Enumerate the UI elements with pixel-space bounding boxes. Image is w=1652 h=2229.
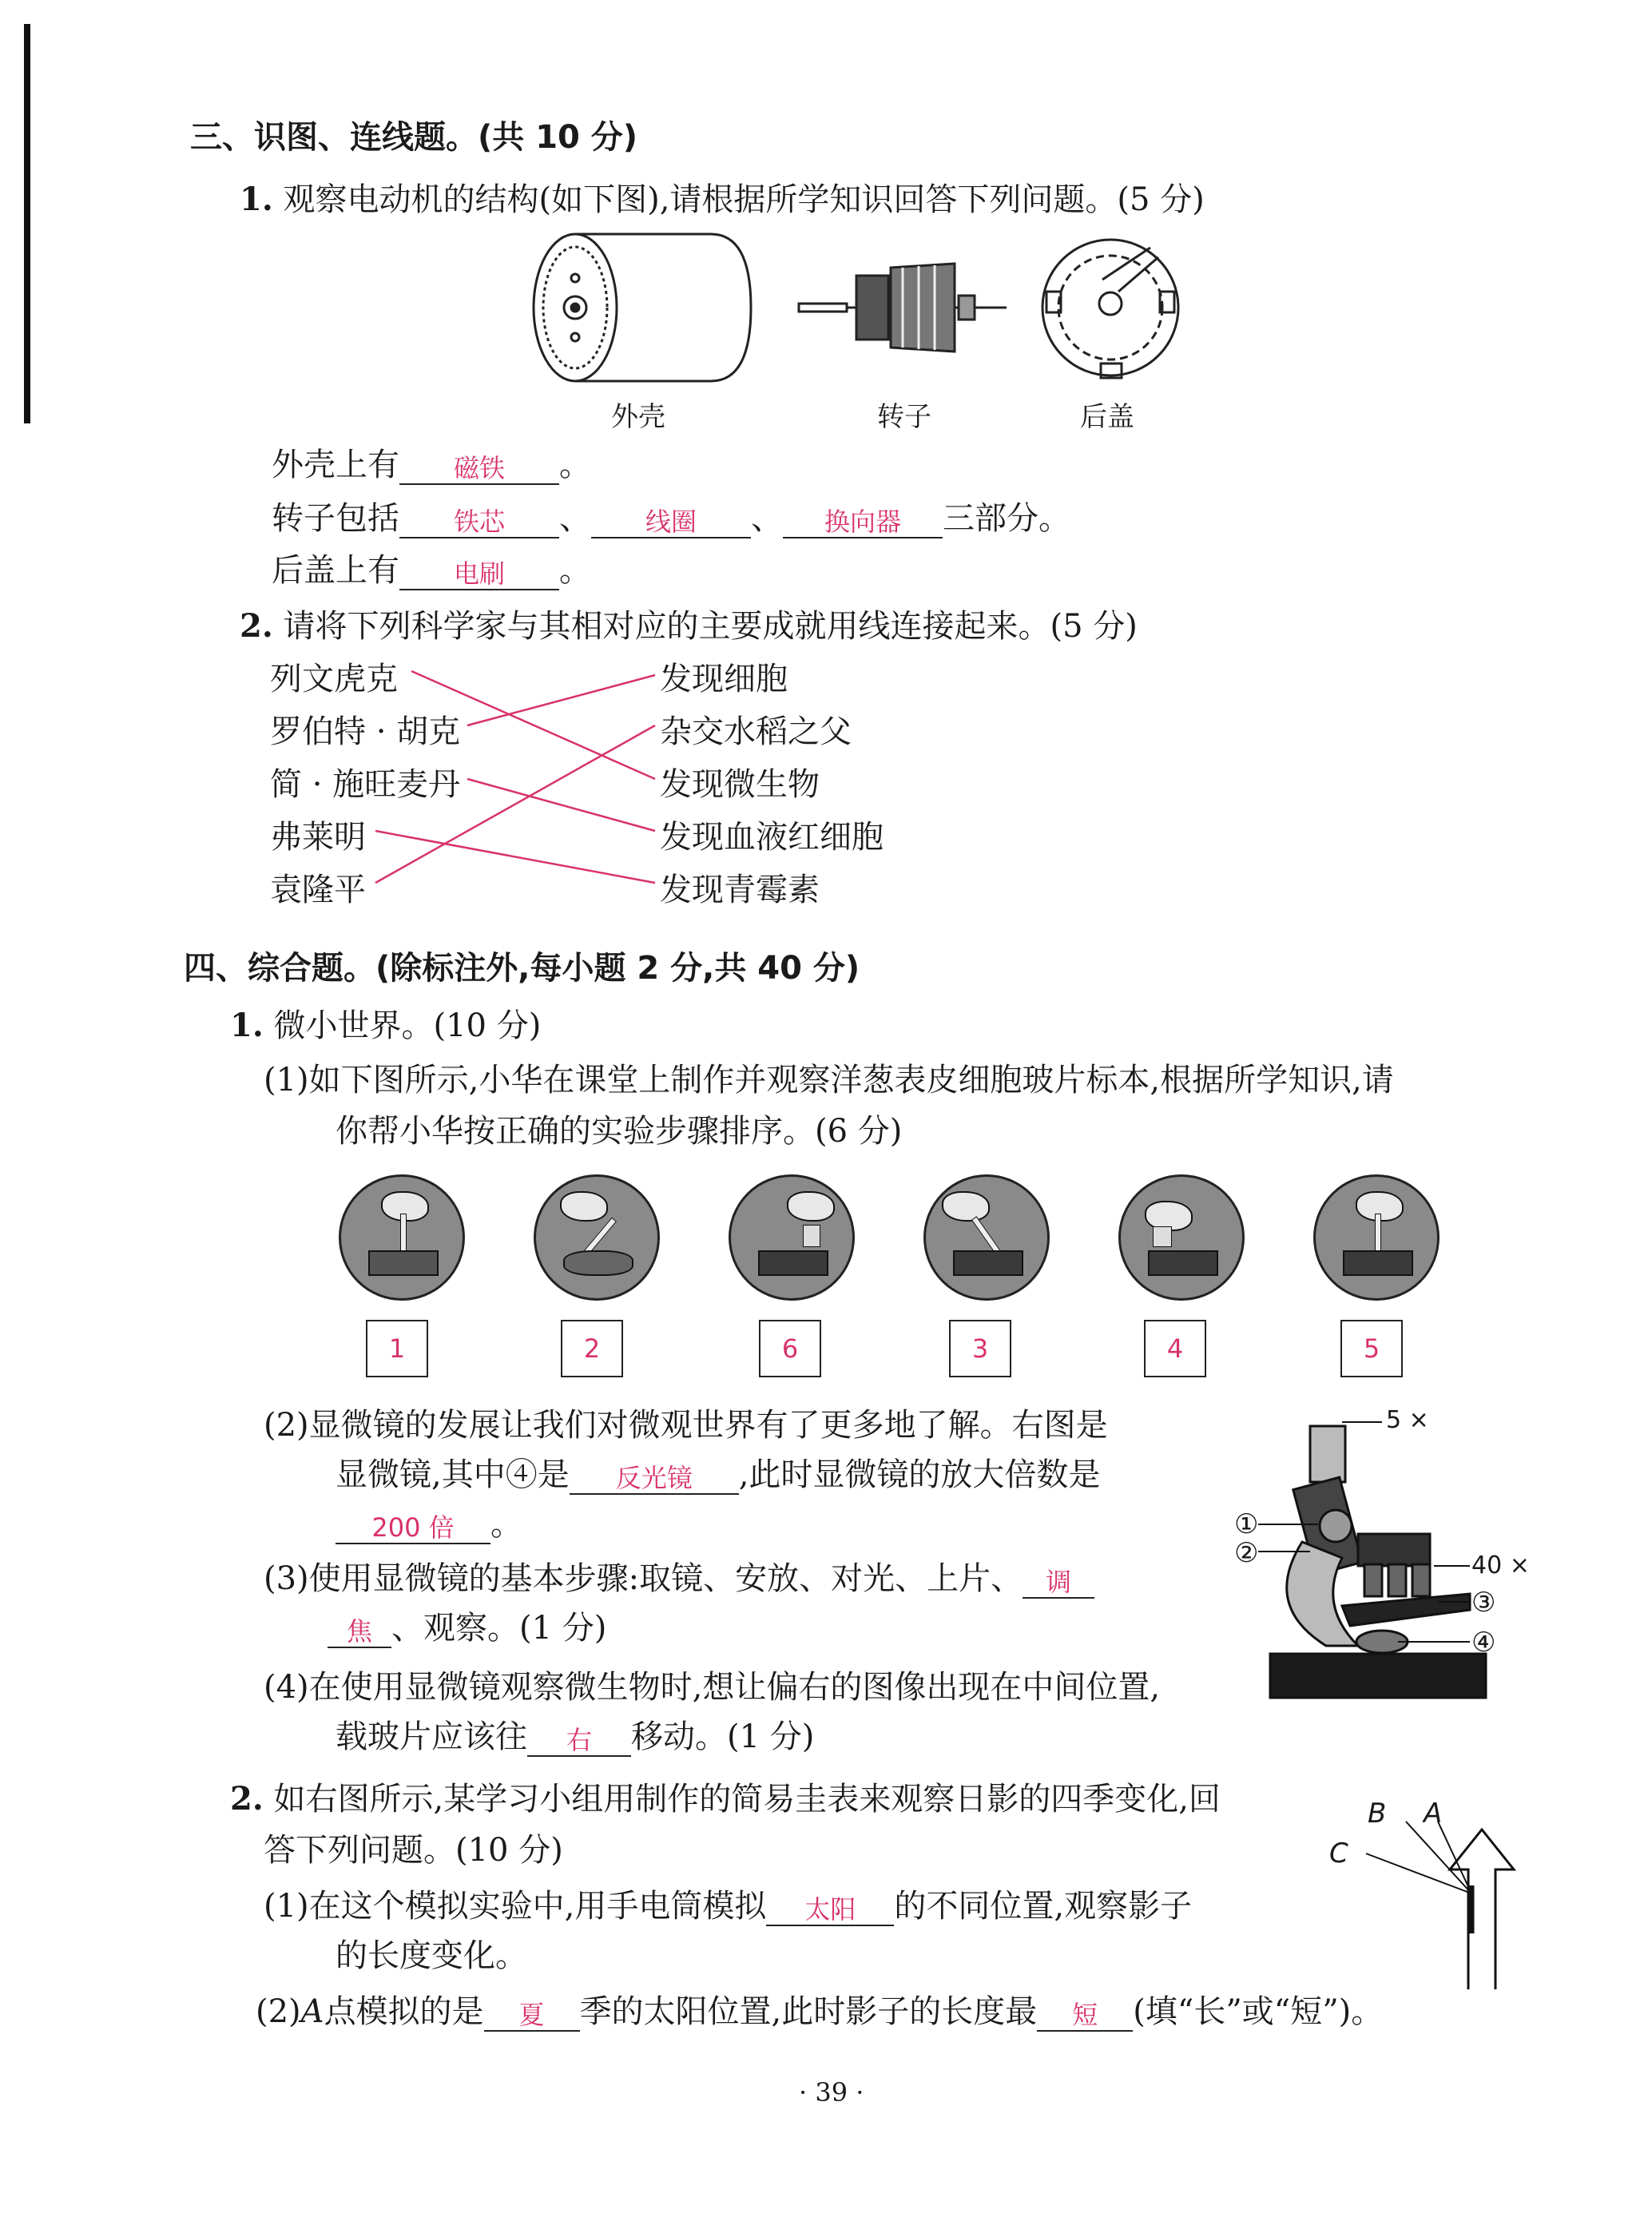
p3-line2-suffix: 、观察。(1 分) xyxy=(391,1610,607,1647)
rotor-line-suffix: 三部分。 xyxy=(943,500,1070,537)
objective-mag-label: 40 × xyxy=(1471,1552,1530,1579)
s4-q2-p2-line xyxy=(256,1986,1383,2032)
focus-answer-blank-a[interactable] xyxy=(1023,1562,1094,1599)
step-order-4: 3 xyxy=(971,1333,989,1364)
cover-line-prefix: 后盖上有 xyxy=(272,552,399,589)
rotor-answer-1: 铁芯 xyxy=(453,507,505,537)
step-image-4 xyxy=(923,1174,1050,1301)
scientist-4[interactable]: 弗莱明 xyxy=(270,819,366,856)
s4-q1-p1-line1: (1)如下图所示,小华在课堂上制作并观察洋葱表皮细胞玻片标本,根据所学知识,请 xyxy=(264,1062,1394,1099)
scientist-2[interactable]: 罗伯特 · 胡克 xyxy=(270,713,461,750)
focus-answer-blank-b[interactable] xyxy=(328,1611,391,1648)
direction-answer: 右 xyxy=(566,1725,592,1755)
rotor-sep-2: 、 xyxy=(751,500,783,537)
achievement-2[interactable]: 杂交水稻之父 xyxy=(660,713,852,750)
step-image-2 xyxy=(534,1174,660,1301)
season-answer: 夏 xyxy=(518,2000,545,2030)
step-order-2: 2 xyxy=(583,1333,601,1364)
magnification-answer-blank[interactable] xyxy=(336,1508,490,1544)
s3-q2-number: 2. xyxy=(240,607,273,645)
s4-q1-p2-line2 xyxy=(336,1449,1100,1495)
gnomon-label-b xyxy=(1368,1798,1386,1830)
s4-q1-number: 1. xyxy=(230,1007,264,1044)
s4-q1-p2-line3 xyxy=(336,1499,522,1544)
q2-p2-prefix: (2) xyxy=(256,1993,301,2030)
match-line-4 xyxy=(375,831,655,883)
p4-line2-suffix: 移动。(1 分) xyxy=(631,1718,815,1755)
p4-line2-prefix: 载玻片应该往 xyxy=(336,1718,527,1755)
cover-answer: 电刷 xyxy=(453,558,505,589)
achievement-4[interactable]: 发现血液红细胞 xyxy=(660,819,884,856)
match-line-2 xyxy=(467,675,655,725)
s4-q1-question xyxy=(230,1000,541,1046)
q2-p1-suffix: 的不同位置,观察影子 xyxy=(894,1888,1193,1925)
q2-p1-prefix: (1)在这个模拟实验中,用手电筒模拟 xyxy=(264,1888,767,1925)
s4-q1-p3-line1 xyxy=(264,1553,1094,1599)
scientist-5[interactable]: 袁隆平 xyxy=(270,872,366,908)
direction-answer-blank[interactable] xyxy=(527,1720,631,1757)
p2-line3-suffix: 。 xyxy=(490,1506,522,1543)
s4-q2-text-line1: 如右图所示,某学习小组用制作的简易圭表来观察日影的四季变化,回 xyxy=(273,1781,1221,1818)
scientist-3[interactable]: 简 · 施旺麦丹 xyxy=(270,766,461,803)
page-number: · 39 · xyxy=(799,2077,864,2108)
s3-q2-text: 请将下列科学家与其相对应的主要成就用线连接起来。(5 分) xyxy=(283,608,1138,645)
step-order-box-6[interactable] xyxy=(1340,1320,1403,1377)
step-order-box-3[interactable] xyxy=(759,1320,821,1377)
shell-line-prefix: 外壳上有 xyxy=(272,447,399,483)
step-order-box-4[interactable] xyxy=(949,1320,1011,1377)
s4-q1-p4-line2 xyxy=(336,1711,814,1757)
s4-q1-p2-line1: (2)显微镜的发展让我们对微观世界有了更多地了解。右图是 xyxy=(264,1407,1108,1444)
s4-q2-number: 2. xyxy=(230,1780,264,1818)
s4-q2-p1-line2: 的长度变化。 xyxy=(336,1937,527,1974)
step-image-3 xyxy=(729,1174,855,1301)
step-order-6: 5 xyxy=(1363,1333,1380,1364)
s4-q1-p3-line2 xyxy=(328,1603,606,1648)
step-order-3: 6 xyxy=(781,1333,799,1364)
rotor-sep-1: 、 xyxy=(559,500,591,537)
label-a: A xyxy=(1424,1798,1443,1830)
rotor-line-prefix: 转子包括 xyxy=(272,500,399,537)
step-order-box-2[interactable] xyxy=(561,1320,623,1377)
section4-title: 四、综合题。(除标注外,每小题 2 分,共 40 分) xyxy=(184,950,860,987)
q2-p2-suffix: (填“长”或“短”)。 xyxy=(1133,1993,1384,2030)
q2-p2-mid2: 季的太阳位置,此时影子的长度最 xyxy=(579,1993,1038,2030)
focus-answer-b: 焦 xyxy=(346,1616,372,1647)
match-line-3 xyxy=(467,779,655,831)
mirror-answer: 反光镜 xyxy=(615,1463,693,1493)
scientist-1[interactable]: 列文虎克 xyxy=(270,661,398,697)
gnomon-label-a xyxy=(1424,1798,1442,1830)
label-c: C xyxy=(1329,1838,1348,1869)
sun-answer: 太阳 xyxy=(804,1894,856,1925)
sun-answer-blank[interactable] xyxy=(766,1889,894,1926)
s4-q2-line1 xyxy=(230,1774,1221,1819)
step-image-6 xyxy=(1313,1174,1440,1301)
achievement-5[interactable]: 发现青霉素 xyxy=(660,872,820,908)
step-order-box-1[interactable] xyxy=(366,1320,428,1377)
magnification-answer: 200 倍 xyxy=(371,1512,455,1543)
scope-marker-3: ③ xyxy=(1471,1587,1496,1619)
p2-line2-prefix: 显微镜,其中④是 xyxy=(336,1456,570,1493)
rotor-answer-2: 线圈 xyxy=(645,507,697,537)
label-cover: 后盖 xyxy=(1080,401,1134,433)
scope-marker-1: ① xyxy=(1234,1508,1259,1540)
cover-line-suffix: 。 xyxy=(559,552,591,589)
rotor-answer-3: 换向器 xyxy=(824,507,901,537)
label-rotor: 转子 xyxy=(877,401,931,433)
s3-q1-text: 观察电动机的结构(如下图),请根据所学知识回答下列问题。(5 分) xyxy=(283,181,1205,218)
scope-marker-4: ④ xyxy=(1471,1627,1496,1659)
q2-p2-mid: 点模拟的是 xyxy=(324,1993,484,2030)
eyepiece-mag-label: 5 × xyxy=(1386,1406,1429,1434)
step-image-1 xyxy=(339,1174,465,1301)
shadow-answer-blank[interactable] xyxy=(1037,1995,1133,2032)
gnomon-label-c xyxy=(1329,1838,1348,1869)
s4-q1-p4-line1: (4)在使用显微镜观察微生物时,想让偏右的图像出现在中间位置, xyxy=(264,1669,1161,1706)
shadow-answer: 短 xyxy=(1072,2000,1098,2030)
s4-q1-p1-line2: 你帮小华按正确的实验步骤排序。(6 分) xyxy=(336,1113,903,1150)
step-image-5 xyxy=(1118,1174,1245,1301)
scope-marker-2: ② xyxy=(1234,1537,1259,1569)
season-answer-blank[interactable] xyxy=(484,1995,580,2032)
focus-answer-a: 调 xyxy=(1046,1567,1072,1597)
section3-title: 三、识图、连线题。(共 10 分) xyxy=(190,119,638,156)
p3-line1-prefix: (3)使用显微镜的基本步骤:取镜、安放、对光、上片、 xyxy=(264,1560,1023,1597)
shell-answer: 磁铁 xyxy=(453,453,505,483)
s4-q2-line2: 答下列问题。(10 分) xyxy=(264,1832,563,1869)
p2-line2-suffix: ,此时显微镜的放大倍数是 xyxy=(738,1456,1101,1493)
achievement-1[interactable]: 发现细胞 xyxy=(660,661,788,697)
matching-lines xyxy=(0,0,1652,959)
label-shell: 外壳 xyxy=(611,401,665,433)
step-order-5: 4 xyxy=(1166,1333,1184,1364)
s4-q1-text: 微小世界。(10 分) xyxy=(273,1007,542,1044)
point-a-ref: A xyxy=(300,1993,324,2030)
label-b: B xyxy=(1368,1798,1387,1830)
mirror-answer-blank[interactable] xyxy=(570,1458,739,1495)
step-order-box-5[interactable] xyxy=(1144,1320,1206,1377)
step-order-1: 1 xyxy=(388,1333,406,1364)
shell-line-suffix: 。 xyxy=(559,447,591,483)
s4-q2-p1-line1 xyxy=(264,1881,1192,1926)
achievement-3[interactable]: 发现微生物 xyxy=(660,766,820,803)
s3-q1-number: 1. xyxy=(240,181,273,218)
match-line-1 xyxy=(411,671,655,779)
match-line-5 xyxy=(375,725,655,883)
